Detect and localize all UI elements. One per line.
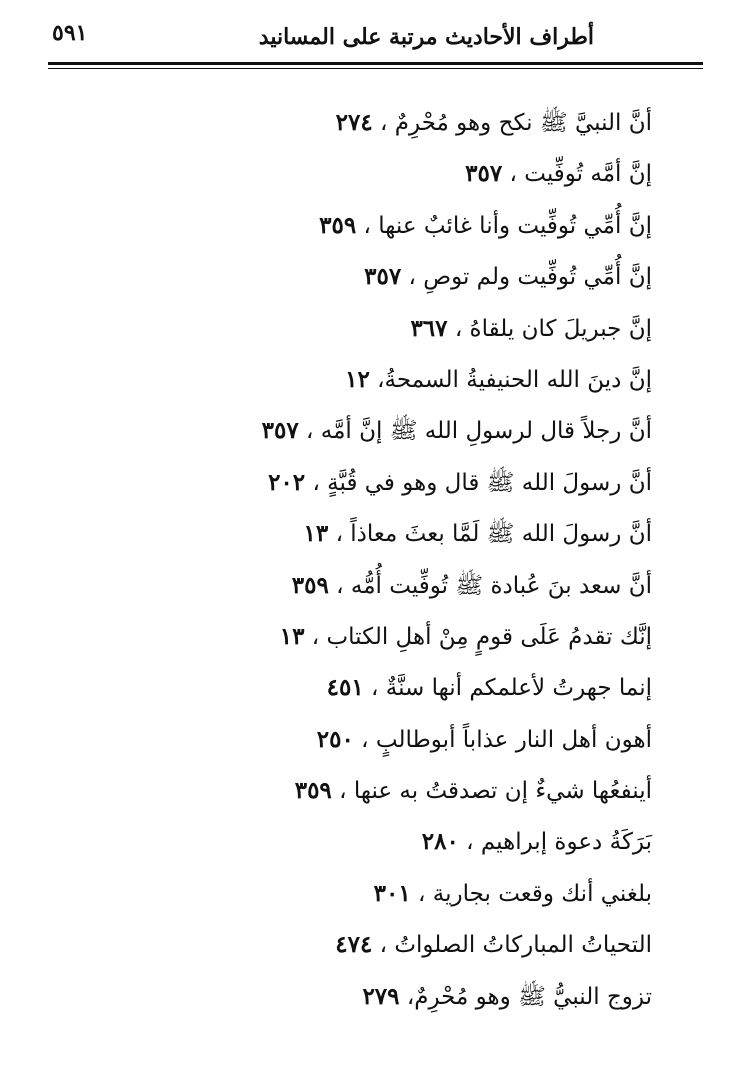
entry-page-number: ٣٥٧	[364, 263, 402, 291]
entry-page-number: ٣٥٩	[319, 211, 357, 239]
entry-page-number: ٢٠٢	[268, 468, 306, 496]
entry-text: إنَّ أُمِّي تُوفِّيت وأنا غائبٌ عنها ،	[363, 212, 652, 239]
index-entry	[40, 714, 652, 765]
entry-page-number: ٢٧٩	[362, 982, 400, 1010]
entry-page-number: ٢٨٠	[421, 828, 459, 856]
entry-text: أنَّ رسولَ الله ﷺ قال وهو في قُبَّةٍ ،	[312, 469, 652, 496]
index-entry	[40, 560, 652, 611]
entry-text: إنَّك تقدمُ عَلَى قومٍ مِنْ أهلِ الكتاب ،	[311, 623, 652, 650]
entry-page-number: ٣٦٧	[410, 314, 448, 342]
page-header	[0, 0, 746, 70]
entry-text: أنَّ رجلاً قال لرسولِ الله ﷺ إنَّ أمَّه ،	[306, 418, 652, 445]
entry-page-number: ٢٧٤	[335, 109, 373, 136]
entry-page-number: ٣٥٩	[294, 777, 332, 805]
entry-text: إنَّ جبريلَ كان يلقاهُ ،	[454, 315, 652, 342]
entry-page-number: ١٣	[279, 622, 305, 650]
entry-text: بَرَكَةُ دعوة إبراهيم ،	[466, 829, 652, 856]
entry-text: أنَّ سعد بنَ عُبادة ﷺ تُوفِّيت أُمُّه ،	[336, 572, 652, 599]
running-title: أطراف الأحاديث مرتبة على المسانيد	[258, 24, 594, 50]
index-entry	[40, 148, 652, 199]
entry-page-number: ١٣	[303, 520, 329, 548]
index-entry	[40, 508, 652, 559]
index-entry	[40, 354, 652, 405]
entry-text: أينفعُها شيءٌ إن تصدقتُ به عنها ،	[339, 778, 652, 805]
entry-page-number: ٢٥٠	[316, 725, 354, 753]
entry-text: أنَّ رسولَ الله ﷺ لَمَّا بعثَ معاذاً ،	[335, 521, 652, 548]
entry-text: تزوج النبيُّ ﷺ وهو مُحْرِمٌ،	[406, 983, 652, 1010]
entry-text: إنَّ دينَ الله الحنيفيةُ السمحةُ،	[377, 366, 652, 393]
entry-text: بلغني أنك وقعت بجارية ،	[418, 880, 652, 907]
index-entry	[40, 97, 652, 148]
index-entry	[40, 251, 652, 302]
index-entry	[40, 816, 652, 867]
entry-text: إنما جهرتُ لأعلمكم أنها سنَّةٌ ،	[371, 675, 652, 702]
index-entry	[40, 405, 652, 456]
entry-text: أنَّ النبيَّ ﷺ نكح وهو مُحْرِمٌ ،	[380, 110, 652, 136]
entry-page-number: ٣٥٧	[465, 160, 503, 188]
entry-page-number: ٣٠١	[373, 879, 411, 907]
index-entry	[40, 662, 652, 713]
entry-page-number: ٤٧٤	[335, 931, 373, 959]
entry-page-number: ٣٥٧	[261, 417, 299, 445]
entry-text: إنَّ أمَّه تُوفِّيت ،	[509, 161, 652, 188]
entry-text: أهون أهل النار عذاباً أبوطالبٍ ،	[361, 726, 652, 753]
index-entry	[40, 971, 652, 1022]
index-entry	[40, 868, 652, 919]
index-entry	[40, 611, 652, 662]
index-entry	[40, 919, 652, 970]
index-entry	[40, 457, 652, 508]
index-entry	[40, 303, 652, 354]
index-entry	[40, 765, 652, 816]
entry-page-number: ١٢	[345, 365, 370, 393]
index-entry	[40, 200, 652, 251]
page-number: ٥٩١	[52, 20, 88, 46]
header-rule-thick	[48, 62, 703, 65]
index-entries-list	[40, 97, 652, 1022]
header-rule-thin	[48, 68, 703, 69]
entry-page-number: ٤٥١	[326, 674, 364, 702]
entry-text: التحياتُ المباركاتُ الصلواتُ ،	[379, 932, 652, 959]
entry-text: إنَّ أُمِّي تُوفِّيت ولم توصِ ،	[408, 264, 652, 291]
entry-page-number: ٣٥٩	[291, 571, 329, 599]
